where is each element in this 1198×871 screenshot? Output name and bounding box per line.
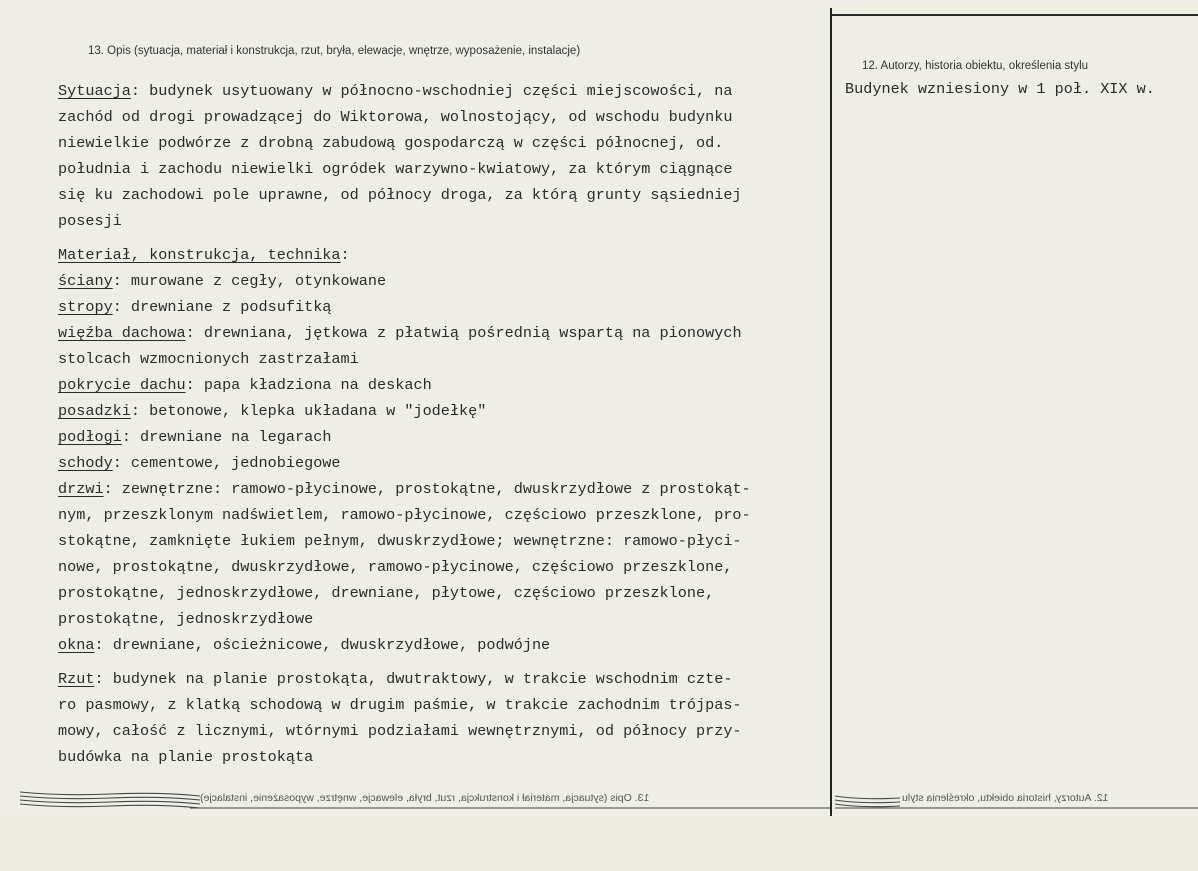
- mirrored-header-13: 13. Opis (sytuacja, materiał i konstrukcja, rzut, bryła, elewacje, wnętrze, wyposażenie, instalacje): [200, 792, 650, 804]
- text-line: [58, 398, 836, 424]
- text-line: [58, 554, 836, 580]
- field-value: się ku zachodowi pole uprawne, od północy droga, za którą grunty sąsiedniej: [58, 186, 742, 204]
- field-label: pokrycie dachu: [58, 376, 186, 394]
- field-value: :: [340, 246, 350, 264]
- field-value: niewielkie podwórze z drobną zabudową gospodarczą w części północnej, od.: [58, 134, 724, 152]
- text-line: [58, 632, 836, 658]
- text-line: [58, 268, 836, 294]
- text-line: [58, 208, 836, 234]
- field-value: stokątne, zamknięte łukiem pełnym, dwuskrzydłowe; wewnętrzne: ramowo-płyci-: [58, 532, 742, 550]
- field-value: nym, przeszklonym nadświetlem, ramowo-płycinowe, częściowo przeszklone, pro-: [58, 506, 751, 524]
- field-value: stolcach wzmocnionych zastrzałami: [58, 350, 359, 368]
- field-value: : zewnętrzne: ramowo-płycinowe, prostokątne, dwuskrzydłowe z prostokąt-: [103, 480, 751, 498]
- text-line: [58, 424, 836, 450]
- text-line: [58, 528, 836, 554]
- field-value: : drewniane na legarach: [121, 428, 332, 446]
- field-value: : budynek na planie prostokąta, dwutraktowy, w trakcie wschodnim czte-: [94, 670, 733, 688]
- text-line: [58, 182, 836, 208]
- history-text: Budynek wzniesiony w 1 poł. XIX w.: [845, 80, 1155, 98]
- text-line: [58, 476, 836, 502]
- text-line: [58, 294, 836, 320]
- text-line: [58, 156, 836, 182]
- field-value: mowy, całość z licznymi, wtórnymi podziałami wewnętrznymi, od północy przy-: [58, 722, 742, 740]
- field-value: nowe, prostokątne, dwuskrzydłowe, ramowo-płycinowe, częściowo przeszklone,: [58, 558, 733, 576]
- field-label: podłogi: [58, 428, 122, 446]
- text-line: [58, 78, 836, 104]
- description-text: [58, 78, 836, 770]
- field-label: drzwi: [58, 480, 104, 498]
- field-value: zachód od drogi prowadzącej do Wiktorowa, wolnostojący, od wschodu budynku: [58, 108, 733, 126]
- mirrored-header-12: 12. Autorzy, historia obiektu, określenia stylu: [902, 792, 1109, 804]
- field-label: ściany: [58, 272, 113, 290]
- field-value: posesji: [58, 212, 122, 230]
- text-line: [58, 242, 836, 268]
- text-line: [58, 372, 836, 398]
- field-value: : drewniane, ościeżnicowe, dwuskrzydłowe, podwójne: [94, 636, 551, 654]
- text-line: [58, 450, 836, 476]
- field-value: ro pasmowy, z klatką schodową w drugim paśmie, w trakcie zachodnim trójpas-: [58, 696, 742, 714]
- field-value: : murowane z cegły, otynkowane: [112, 272, 387, 290]
- field-label: więźba dachowa: [58, 324, 186, 342]
- card-bottom-margin: [0, 816, 1198, 871]
- section-13-header: 13. Opis (sytuacja, materiał i konstrukcja, rzut, bryła, elewacje, wnętrze, wyposażenie, instalacje): [88, 45, 581, 57]
- section-12-header: 12. Autorzy, historia obiektu, określenia stylu: [862, 60, 1089, 72]
- text-line: [58, 692, 836, 718]
- field-value: : budynek usytuowany w północno-wschodniej części miejscowości, na: [130, 82, 733, 100]
- top-rule: [830, 14, 1198, 16]
- field-value: : drewniana, jętkowa z płatwią pośrednią wspartą na pionowych: [185, 324, 742, 342]
- paragraph-gap: [58, 658, 836, 666]
- text-line: [58, 744, 836, 770]
- field-value: : betonowe, klepka układana w "jodełkę": [130, 402, 487, 420]
- text-line: [58, 666, 836, 692]
- paragraph-gap: [58, 234, 836, 242]
- text-line: [58, 320, 836, 346]
- text-line: [58, 718, 836, 744]
- field-value: : drewniane z podsufitką: [112, 298, 332, 316]
- field-label: posadzki: [58, 402, 131, 420]
- field-label: okna: [58, 636, 95, 654]
- field-label: stropy: [58, 298, 113, 316]
- field-value: budówka na planie prostokąta: [58, 748, 314, 766]
- text-line: [58, 104, 836, 130]
- field-value: południa i zachodu niewielki ogródek warzywno-kwiatowy, za którym ciągnące: [58, 160, 733, 178]
- text-line: [58, 130, 836, 156]
- field-label: schody: [58, 454, 113, 472]
- field-label: Materiał, konstrukcja, technika: [58, 246, 341, 264]
- field-label: Rzut: [58, 670, 95, 688]
- field-label: Sytuacja: [58, 82, 131, 100]
- text-line: [58, 502, 836, 528]
- text-line: [58, 580, 836, 606]
- text-line: [58, 606, 836, 632]
- field-value: prostokątne, jednoskrzydłowe, drewniane, płytowe, częściowo przeszklone,: [58, 584, 715, 602]
- field-value: prostokątne, jednoskrzydłowe: [58, 610, 314, 628]
- field-value: : papa kładziona na deskach: [185, 376, 432, 394]
- text-line: [58, 346, 836, 372]
- field-value: : cementowe, jednobiegowe: [112, 454, 341, 472]
